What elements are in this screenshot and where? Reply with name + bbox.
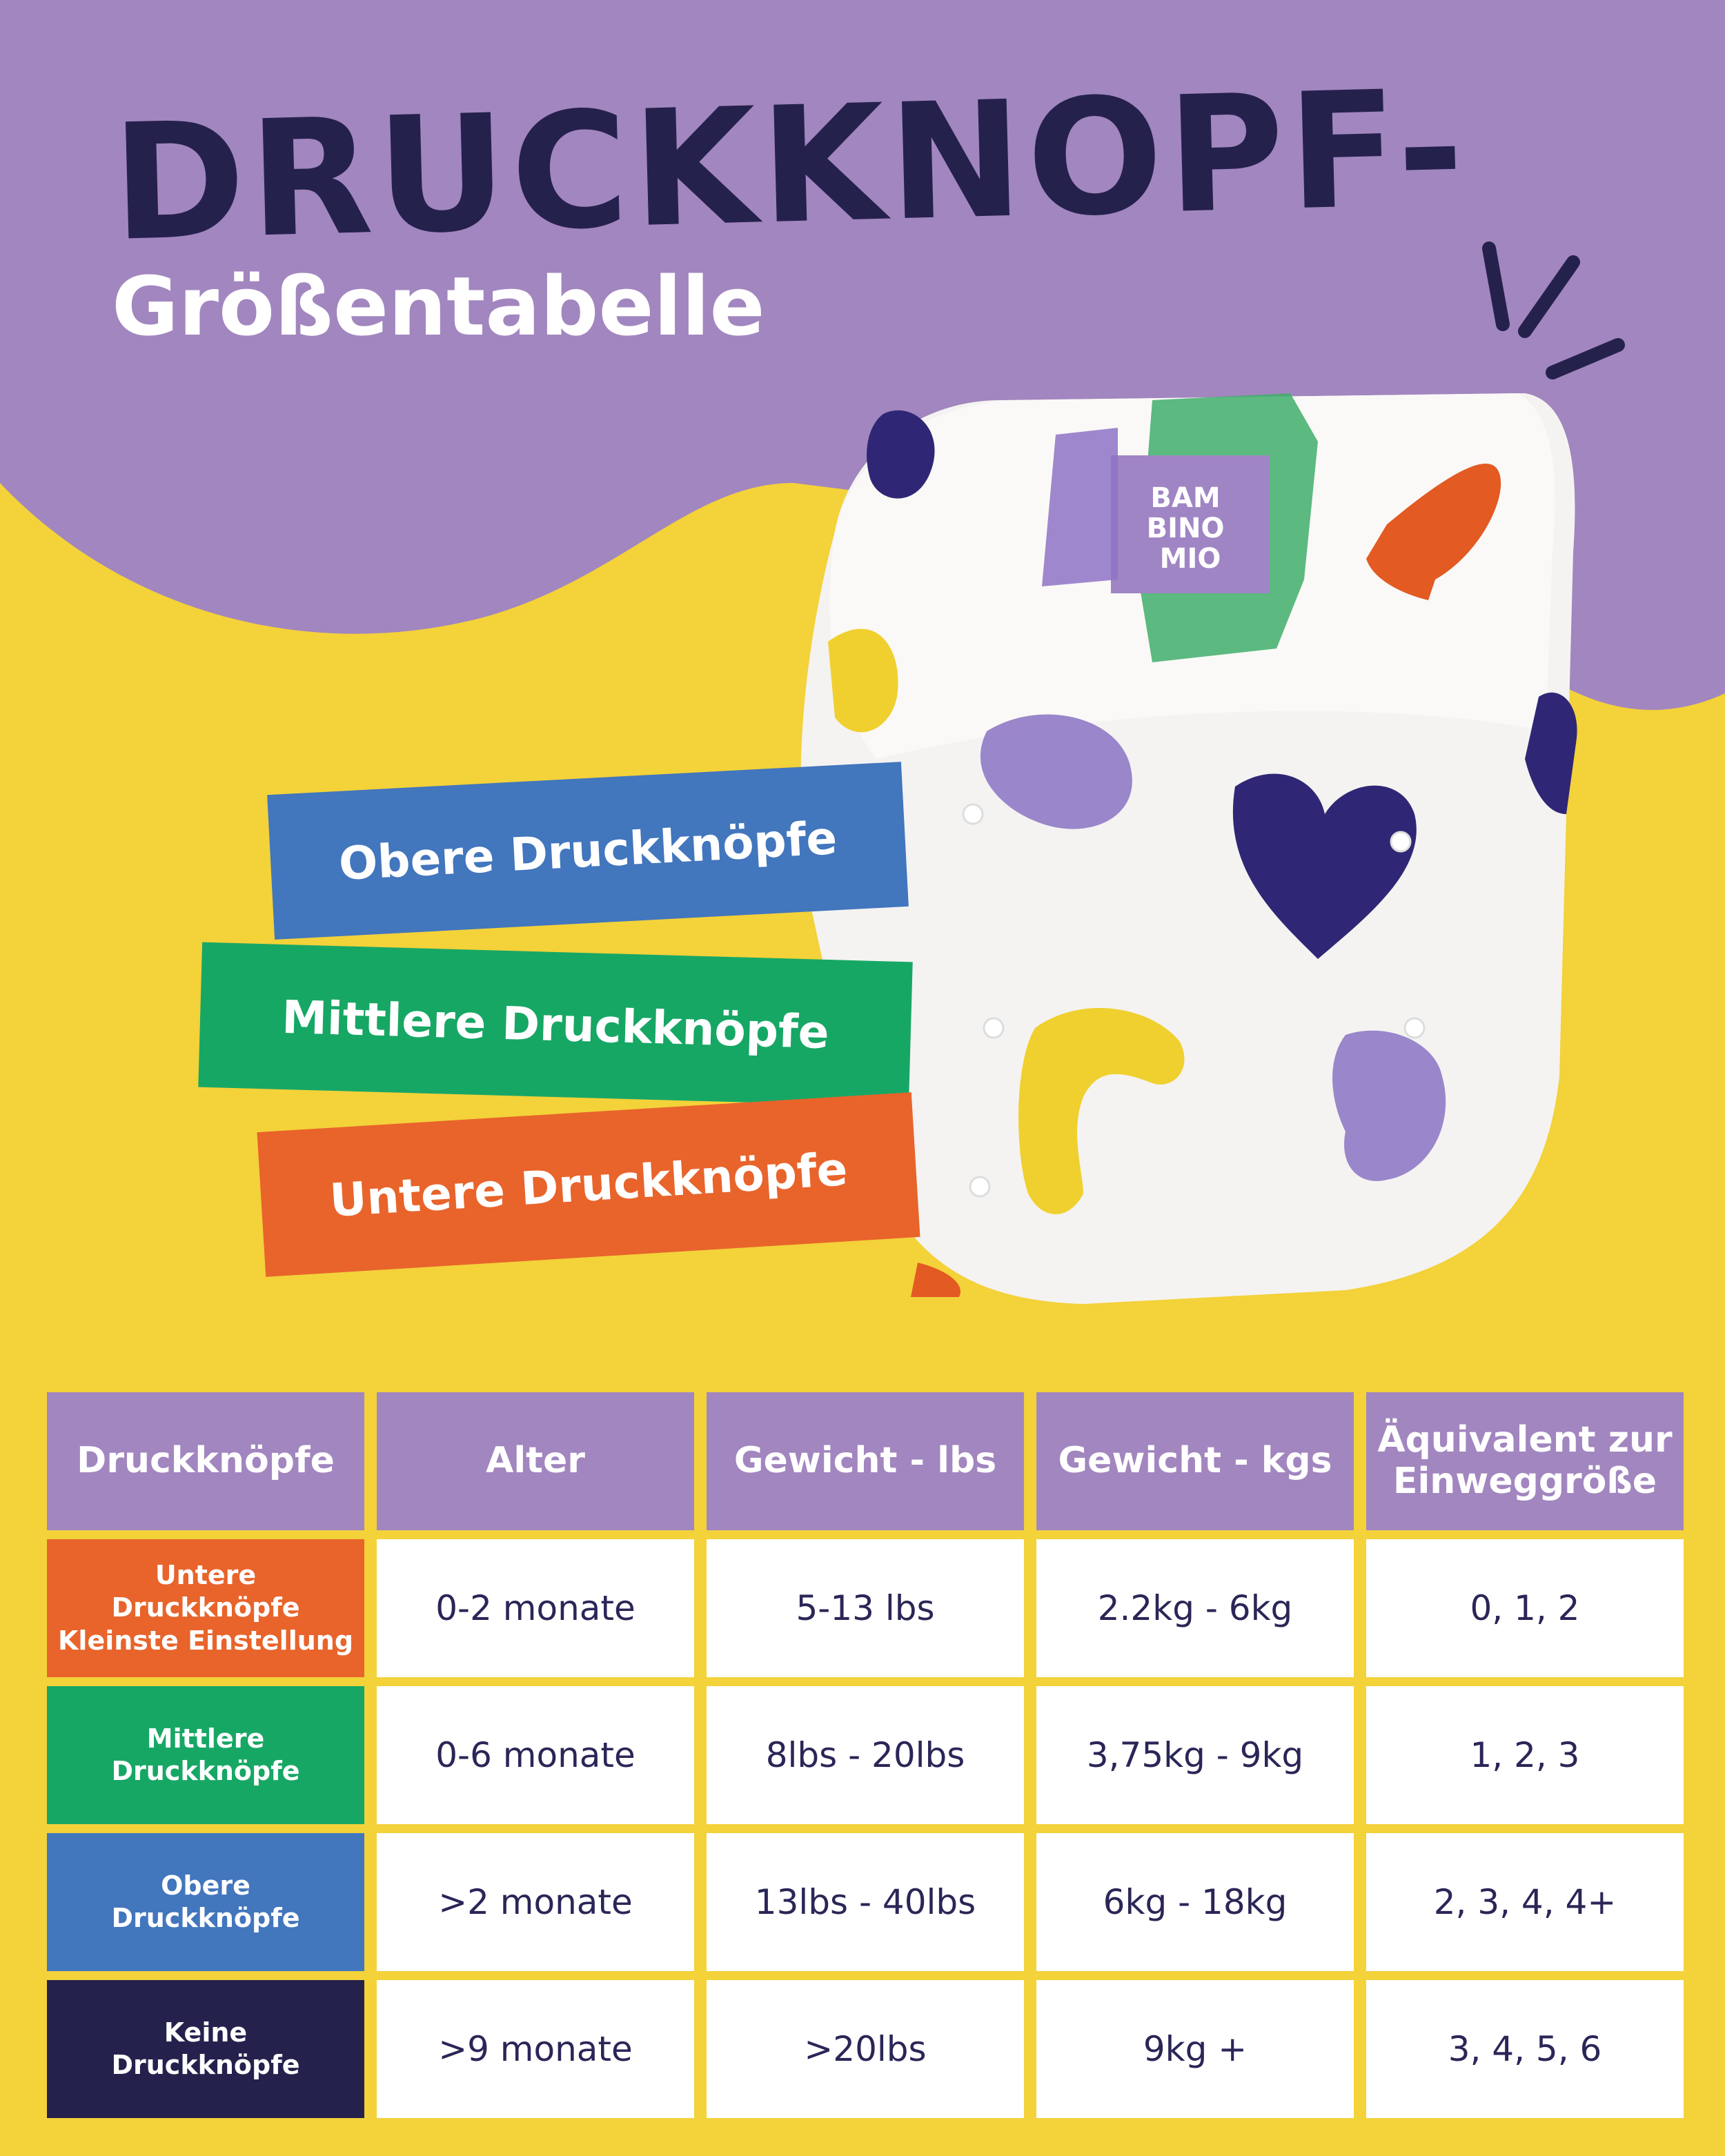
- size-table: [47, 1392, 1684, 2122]
- row-label-none: [47, 1980, 364, 2118]
- table-header: Alter: [377, 1392, 694, 1530]
- row-label-line: Druckknöpfe: [111, 1756, 300, 1786]
- tag-upper-snaps: Obere Druckknöpfe: [267, 762, 909, 940]
- table-cell: 8lbs - 20lbs: [707, 1686, 1024, 1824]
- row-label-line: Druckknöpfe: [111, 1903, 300, 1933]
- row-label-line: Druckknöpfe: [111, 1592, 300, 1623]
- tag-lower-snaps: Untere Druckknöpfe: [257, 1092, 920, 1277]
- row-label-line: Obere: [161, 1870, 250, 1901]
- table-cell: 6kg - 18kg: [1036, 1833, 1354, 1971]
- row-label-upper: [47, 1833, 364, 1971]
- table-cell: >9 monate: [377, 1980, 694, 2118]
- table-cell: 5-13 lbs: [707, 1539, 1024, 1677]
- row-label-line: Mittlere: [146, 1723, 265, 1754]
- row-label-lower: [47, 1539, 364, 1677]
- header-line: Einweggröße: [1392, 1461, 1657, 1502]
- table-cell: 3,75kg - 9kg: [1036, 1686, 1354, 1824]
- table-cell: 13lbs - 40lbs: [707, 1833, 1024, 1971]
- row-label-line: Keine: [164, 2017, 248, 2048]
- table-header: Druckknöpfe: [47, 1392, 364, 1530]
- logo-text: BAM BINO MIO: [1146, 482, 1225, 575]
- page-subtitle: Größentabelle: [112, 259, 765, 354]
- handwritten-title: DRUCKKNOPF-: [110, 55, 1470, 277]
- tag-middle-snaps: Mittlere Druckknöpfe: [198, 942, 912, 1107]
- row-label-line: Kleinste Einstellung: [57, 1625, 354, 1656]
- table-cell: 1, 2, 3: [1366, 1686, 1684, 1824]
- table-cell: 2.2kg - 6kg: [1036, 1539, 1354, 1677]
- table-header-equivalent: [1366, 1392, 1684, 1530]
- table-cell: 0-2 monate: [377, 1539, 694, 1677]
- row-label-line: Untere: [155, 1559, 257, 1590]
- table-cell: 9kg +: [1036, 1980, 1354, 2118]
- row-label-line: Druckknöpfe: [111, 2050, 300, 2080]
- header-line: Äquivalent zur: [1377, 1419, 1673, 1461]
- table-cell: >2 monate: [377, 1833, 694, 1971]
- table-cell: >20lbs: [707, 1980, 1024, 2118]
- table-cell: 0, 1, 2: [1366, 1539, 1684, 1677]
- table-cell: 2, 3, 4, 4+: [1366, 1833, 1684, 1971]
- table-cell: 3, 4, 5, 6: [1366, 1980, 1684, 2118]
- row-label-middle: [47, 1686, 364, 1824]
- table-header: Gewicht - kgs: [1036, 1392, 1354, 1530]
- table-header: Gewicht - lbs: [707, 1392, 1024, 1530]
- table-cell: 0-6 monate: [377, 1686, 694, 1824]
